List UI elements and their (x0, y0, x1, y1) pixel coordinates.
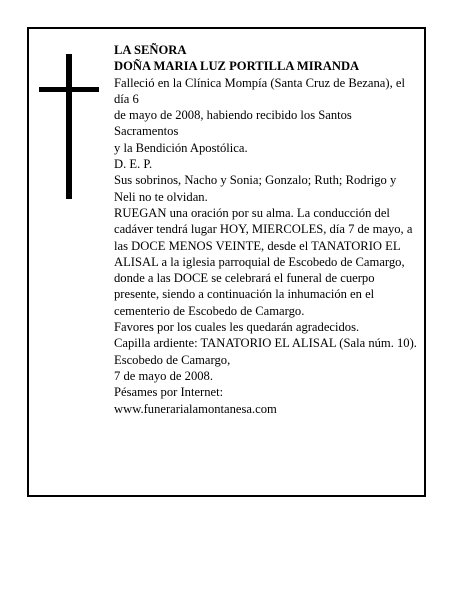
condolences-label: Pésames por Internet: (114, 385, 224, 400)
chapel-line: Capilla ardiente: TANATORIO EL ALISAL (Sala núm. 10). (114, 336, 417, 351)
death-info-line: Falleció en la Clínica Mompía (Santa Cruz de Bezana), el día 6 (114, 75, 405, 106)
family-line: Sus sobrinos, Nacho y Sonia; Gonzalo; Ruth; Rodrigo y Neli no te olvidan. (114, 173, 397, 204)
obituary-notice (27, 27, 426, 497)
notice-title: LA SEÑORA (114, 43, 187, 57)
website-link[interactable]: www.funerarialamontanesa.com (114, 401, 277, 416)
death-info-line: y la Bendición Apostólica. (114, 140, 248, 155)
deceased-name: DOÑA MARIA LUZ PORTILLA MIRANDA (114, 59, 360, 74)
death-info-line: de mayo de 2008, habiendo recibido los Santos Sacramentos (114, 108, 352, 139)
cross-vertical-bar (66, 54, 72, 199)
thanks-line: Favores por los cuales les quedarán agradecidos. (114, 320, 360, 335)
date-line: 7 de mayo de 2008. (114, 368, 213, 383)
cross-horizontal-bar (39, 87, 99, 92)
place-line: Escobedo de Camargo, (114, 352, 231, 367)
cross-icon (39, 54, 99, 199)
funeral-details: RUEGAN una oración por su alma. La conducción del cadáver tendrá lugar HOY, MIERCOLES, día 7 de mayo, a las DOCE MENOS VEINTE, desde el TANATORIO EL ALISAL a la iglesia parroquial de Escobedo de Camargo, donde a las DOCE se celebrará el funeral de cuerpo presente, siendo a continuación la inhumación en el cementerio de Escobedo de Camargo. (114, 205, 413, 318)
notice-text (114, 42, 419, 417)
rip-line: D. E. P. (114, 157, 153, 172)
